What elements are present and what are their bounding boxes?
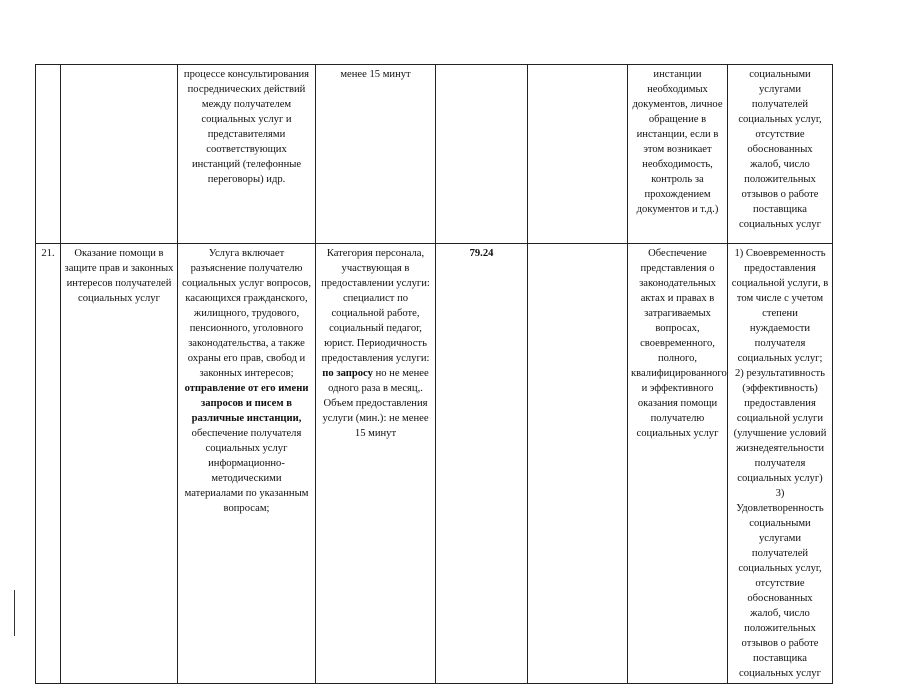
cell-description: процессе консультирования посреднических действий между получателем социальных услуг и представителями соответствующих инстанций (телефонные переговоры) идр.: [178, 65, 316, 244]
cell-indicators: [728, 244, 833, 684]
cell-service-name: [61, 65, 178, 244]
cell-indicators: социальными услугами получателей социальных услуг, отсутствие обоснованных жалоб, число положительных отзывов о работе поставщика социальных услуг: [728, 65, 833, 244]
conditions-text-end: но не менее одного раза в месяц,. Объем предоставления услуги (мин.): не менее 15 минут: [322, 368, 429, 439]
table-row: [36, 65, 833, 244]
description-bold-text: отправление от его имени запросов и писем в различные инстанции,: [184, 383, 309, 424]
conditions-text: Категория персонала, участвующая в предоставлении услуги: специалист по социальной работе, социальный педагог, юрист. Периодичность предоставления услуги:: [321, 248, 430, 364]
cell-conditions: [316, 244, 436, 684]
cell-number: [36, 65, 61, 244]
services-table: [35, 64, 833, 684]
indicator-1: 1) Своевременность предоставления социальной услуги, в том числе с учетом степени нуждаемости получателя социальных услуг;: [731, 248, 829, 364]
cell-tariff: [436, 65, 528, 244]
conditions-bold-text: по запросу: [322, 368, 373, 379]
indicator-2: 2) результативность (эффективность) предоставления социальной услуги (улучшение условий жизнедеятельности получателя социальных услуг): [733, 368, 827, 484]
cell-empty: [528, 65, 628, 244]
cell-standard: Обеспечение представления о законодательных актах и правах в затрагиваемых вопросах, своевременного, полного, квалифицированного и эффективного оказания помощи получателю социальных услуг: [628, 244, 728, 684]
cell-empty: [528, 244, 628, 684]
indicator-3: 3) Удовлетворенность социальными услугами получателей социальных услуг, отсутствие обоснованных жалоб, число положительных отзывов о работе поставщика социальных услуг: [736, 488, 824, 679]
cell-description: [178, 244, 316, 684]
table-row: [36, 244, 833, 684]
cell-service-name: Оказание помощи в защите прав и законных интересов получателей социальных услуг: [61, 244, 178, 684]
cell-tariff: 79.24: [436, 244, 528, 684]
cell-standard: инстанции необходимых документов, личное обращение в инстанции, если в этом возникает необходимость, контроль за прохождением документов и т.д.): [628, 65, 728, 244]
margin-line: [14, 590, 15, 636]
cell-conditions: менее 15 минут: [316, 65, 436, 244]
description-text-end: обеспечение получателя социальных услуг информационно-методическими материалами по указанным вопросам;: [184, 428, 309, 514]
cell-number: 21.: [36, 244, 61, 684]
description-text: Услуга включает разъяснение получателю социальных услуг вопросов, касающихся гражданского, жилищного, трудового, пенсионного, уголовного законодательства, а также охраны его прав, свобод и законных интересов;: [182, 248, 311, 379]
